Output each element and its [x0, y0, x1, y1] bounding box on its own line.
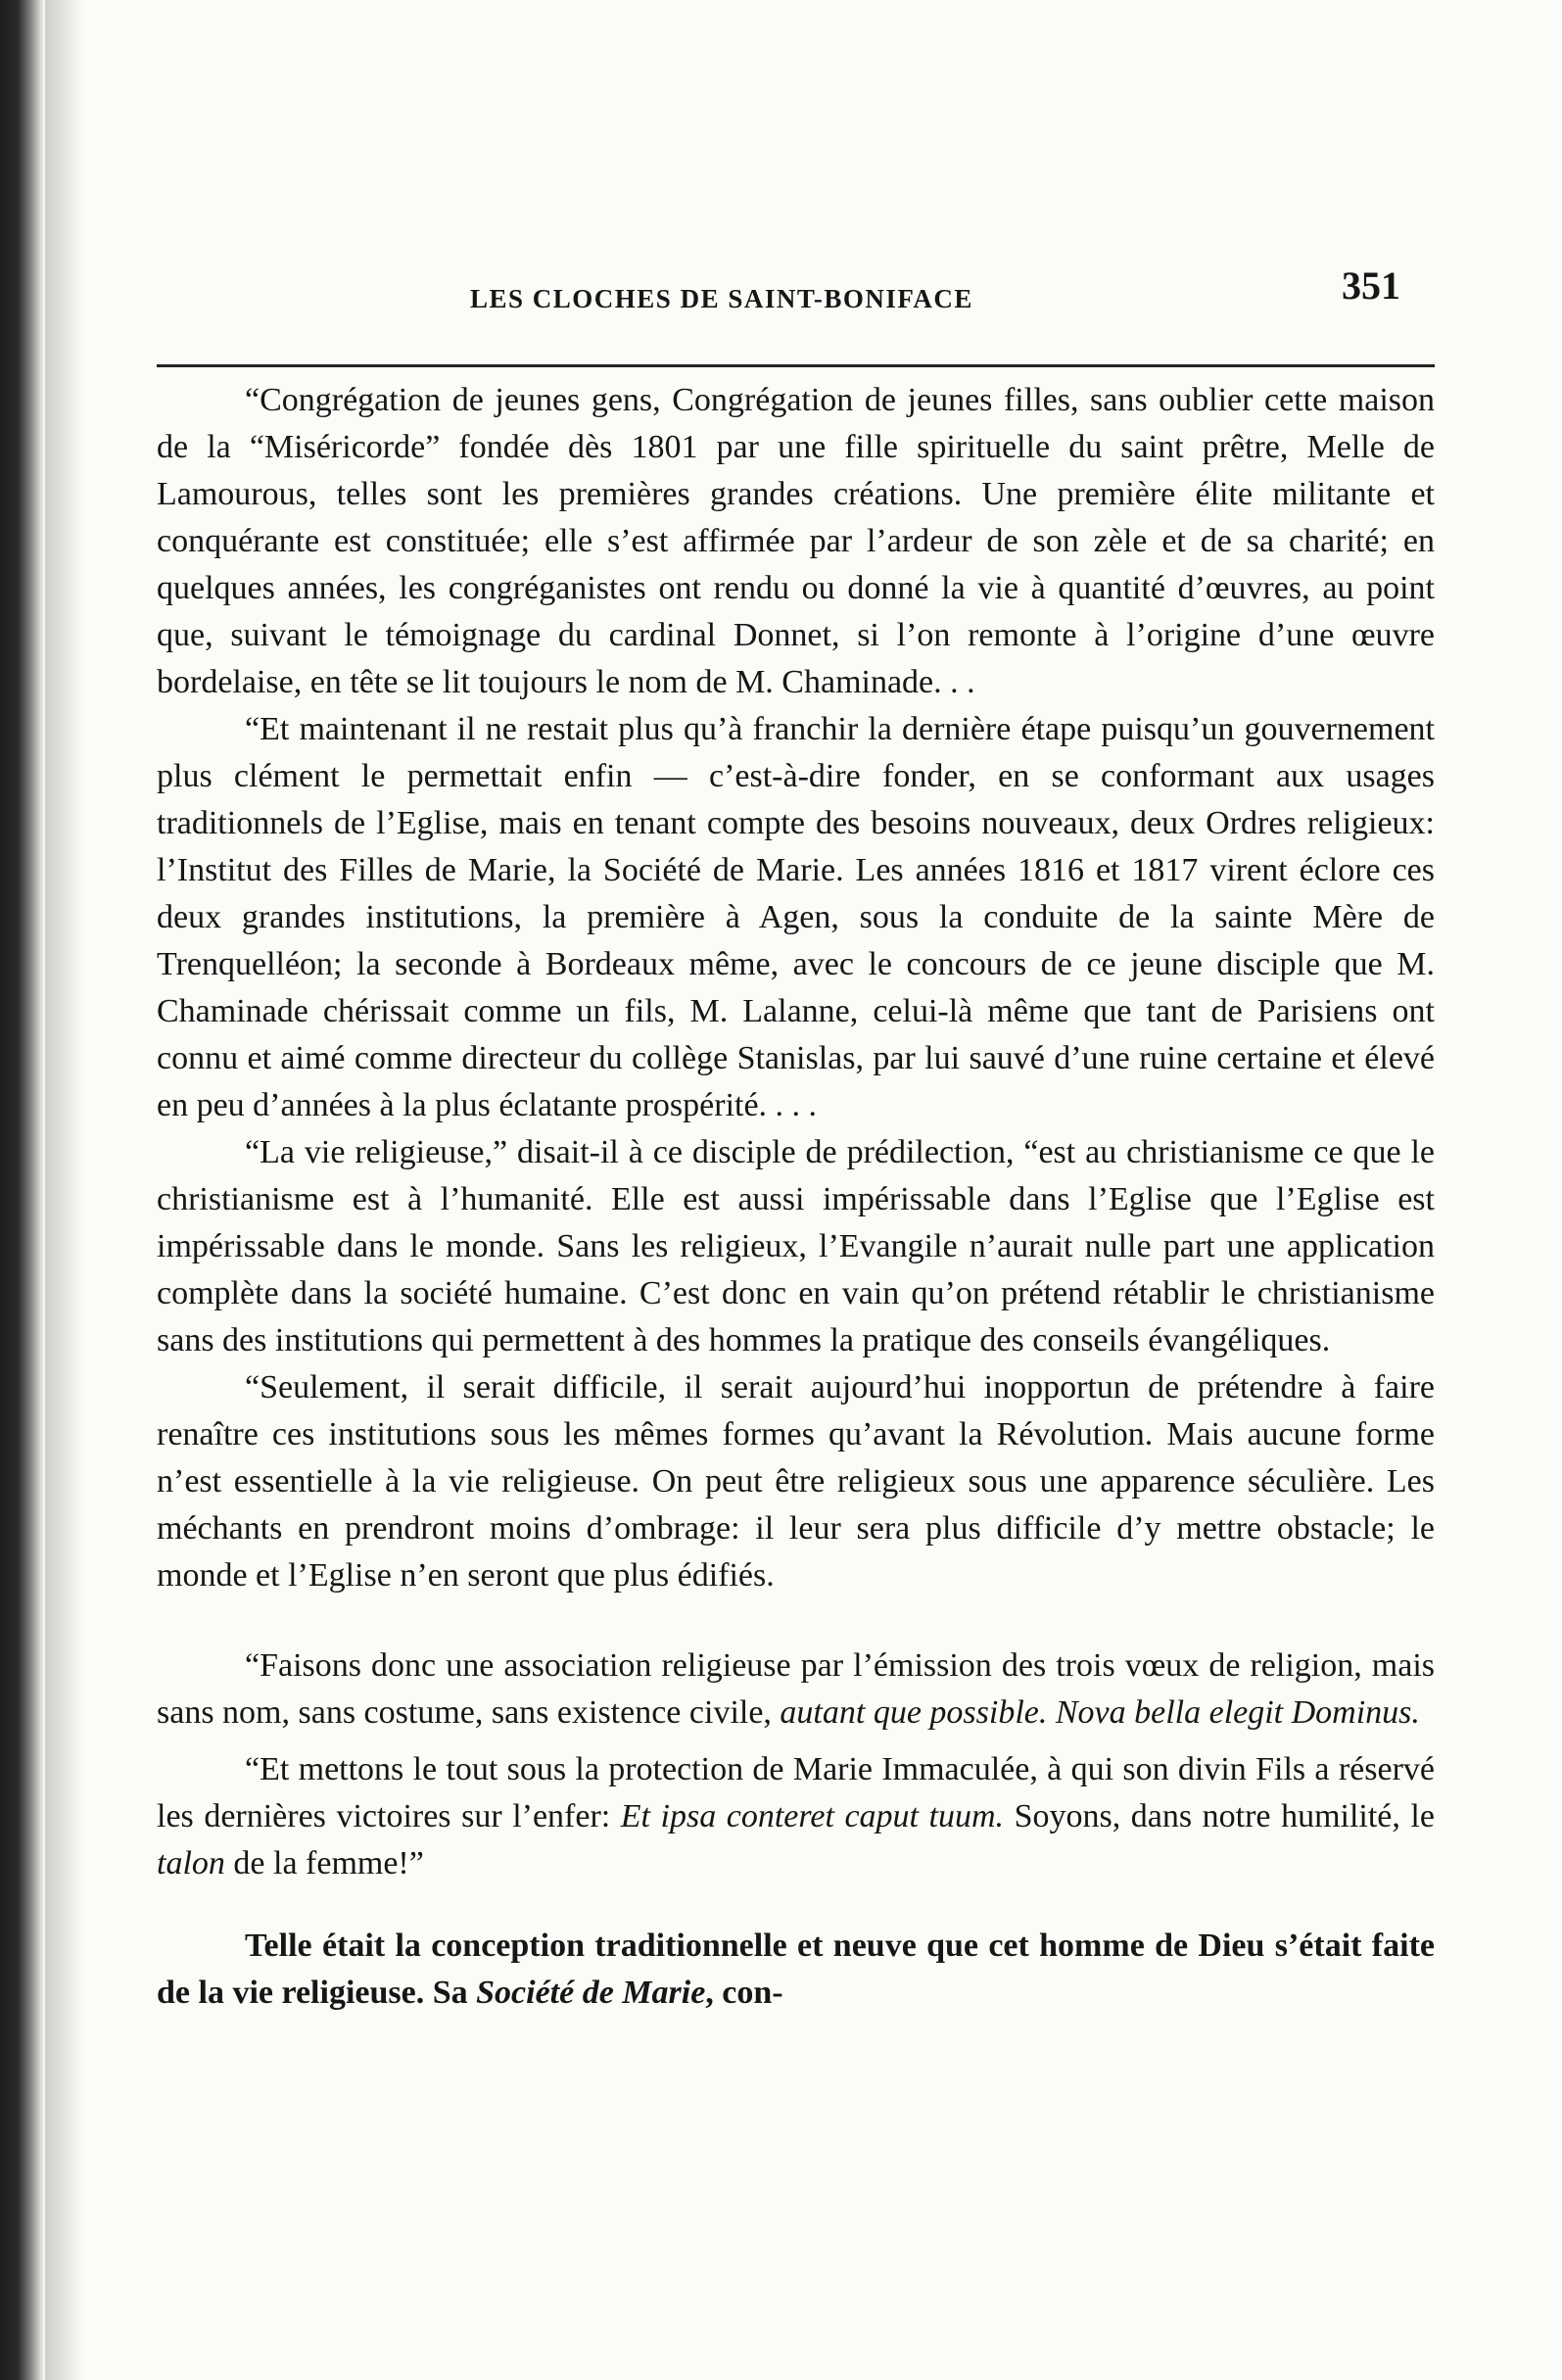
paragraph-italic-text: autant que possible. Nova bella elegit Dominus. — [780, 1694, 1420, 1731]
paragraph-text: Telle était la conception traditionnelle et neuve que cet homme de Dieu s’était faite de la vie religieuse. Sa — [157, 1928, 1435, 2011]
paragraph-mettons — [157, 1746, 1435, 1887]
body-text — [157, 377, 1435, 2017]
paragraph-derniere-etape: “Et maintenant il ne restait plus qu’à franchir la dernière étape puisqu’un gouvernement plus clément le permettait enfin — c’est-à-dire fonder, en se conformant aux usages traditionnels de l’Eglise, mais en tenant compte des besoins nouveaux, deux Ordres religieux: l’Institut des Filles de Marie, la Société de Marie. Les années 1816 et 1817 virent éclore ces deux grandes institutions, la première à Agen, sous la conduite de la sainte Mère de Trenquelléon; la seconde à Bordeaux même, avec le concours de ce jeune disciple que M. Chaminade chérissait comme un fils, M. Lalanne, celui-là même que tant de Parisiens ont connu et aimé comme directeur du collège Stanislas, par lui sauvé d’une ruine certaine et élevé en peu d’années à la plus éclatante prospérité. . . . — [157, 711, 1435, 1123]
paragraph-telle-etait — [157, 1923, 1435, 2017]
paragraph-text: , con- — [705, 1975, 783, 2011]
paragraph-vie-religieuse: “La vie religieuse,” disait-il à ce disciple de prédilection, “est au christianisme ce que le christianisme est à l’humanité. Elle est aussi impérissable dans l’Eglise que l’Eglise est impérissable dans le monde. Sans les religieux, l’Evangile n’aurait nulle part une application complète dans la société humaine. C’est donc en vain qu’on prétend rétablir le christianisme sans des institutions qui permettent à des hommes la pratique des conseils évangéliques. — [157, 1134, 1435, 1358]
paragraph-text: “Faisons donc une association religieuse par l’émission des trois vœux de religion, mais sans nom, sans costume, sans existence civile, — [157, 1647, 1435, 1731]
running-title: LES CLOCHES DE SAINT-BONIFACE — [470, 284, 973, 313]
paragraph-seulement: “Seulement, il serait difficile, il serait aujourd’hui inopportun de prétendre à faire renaître ces institutions sous les mêmes formes qu’avant la Révolution. Mais aucune forme n’est essentielle à la vie religieuse. On peut être religieux sous une apparence séculière. Les méchants en prendront moins d’ombrage: il leur sera plus difficile d’y mettre obstacle; le monde et l’Eglise n’en seront que plus édifiés. — [157, 1369, 1435, 1594]
page-number: 351 — [1342, 263, 1400, 308]
paragraph-italic-text: talon — [157, 1845, 225, 1881]
binding-shadow — [0, 0, 45, 2380]
paragraph-text: de la femme!” — [224, 1845, 424, 1881]
paragraph-italic-text: Et ipsa conteret caput tuum. — [620, 1798, 1005, 1834]
binding-edge — [45, 0, 84, 2380]
book-page — [157, 245, 1435, 2011]
paragraph-text: Soyons, dans notre humilité, le — [1004, 1798, 1435, 1834]
page-header — [157, 245, 1435, 323]
paragraph-faisons-donc — [157, 1642, 1435, 1737]
header-rule — [157, 364, 1435, 367]
paragraph-italic-text: Société de Marie — [476, 1975, 706, 2011]
paragraph-congregation: “Congrégation de jeunes gens, Congrégation de jeunes filles, sans oublier cette maison de la “Miséricorde” fondée dès 1801 par une fille spirituelle du saint prêtre, Melle de Lamourous, telles sont les premières grandes créations. Une première élite militante et conquérante est constituée; elle s’est affirmée par l’ardeur de son zèle et de sa charité; en quelques années, les congréganistes ont rendu ou donné la vie à quantité d’œuvres, au point que, suivant le témoignage du cardinal Donnet, si l’on remonte à l’origine d’une œuvre bordelaise, en tête se lit toujours le nom de M. Chaminade. . . — [157, 382, 1435, 700]
paragraph-text: “Et mettons le tout sous la protection de Marie Immaculée, à qui son divin Fils a réservé les dernières victoires sur l’enfer: — [157, 1751, 1435, 1834]
